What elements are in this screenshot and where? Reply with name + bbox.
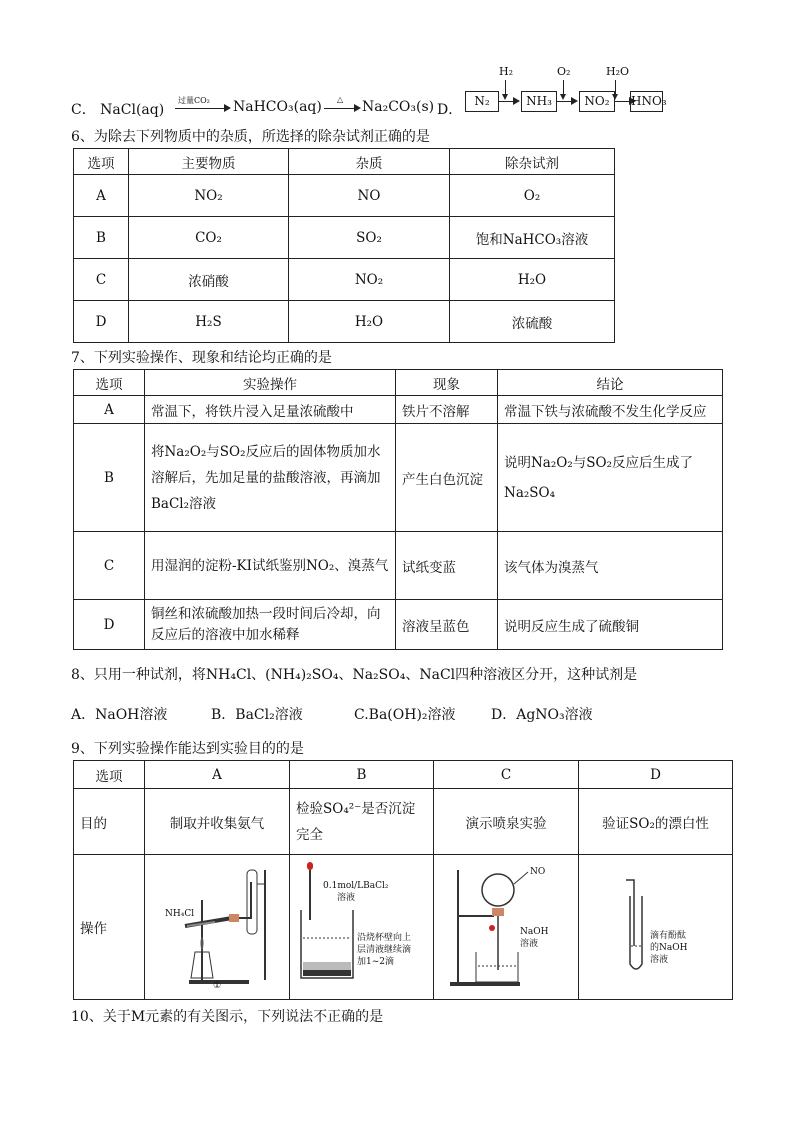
fig-a-label-circle-1: ① — [213, 981, 222, 990]
q7-cell: 铜丝和浓硫酸加热一段时间后冷却，向反应后的溶液中加水稀释 — [145, 600, 396, 650]
barium-chloride-beaker-figure — [297, 860, 427, 990]
q9-purpose-c: 演示喷泉实验 — [434, 789, 579, 855]
q6-cell: 浓硫酸 — [450, 301, 615, 343]
q9-purpose-d: 验证SO₂的漂白性 — [579, 789, 733, 855]
fig-c-label-no: NO — [530, 867, 546, 877]
q7-cell: 将Na₂O₂与SO₂反应后的固体物质加水溶解后，先加足量的盐酸溶液，再滴加BaCl₂溶液 — [145, 424, 396, 532]
q9-figure-a-cell — [145, 855, 290, 1000]
q6-cell: SO₂ — [289, 217, 450, 259]
q6-cell: B — [74, 217, 129, 259]
q7-cell: B — [74, 424, 145, 532]
q5c-prefix: C． — [71, 102, 96, 118]
q7-cell: D — [74, 600, 145, 650]
q6-cell: D — [74, 301, 129, 343]
q6-header: 除杂试剂 — [450, 149, 615, 175]
q7-cell: 产生白色沉淀 — [396, 424, 498, 532]
fig-b-label-step-1: 沿烧杯壁向上 — [356, 933, 411, 943]
q9-operation-label: 操作 — [74, 855, 145, 1000]
q6-cell: H₂O — [289, 301, 450, 343]
q7-cell: 该气体为溴蒸气 — [498, 532, 723, 600]
q7-cell: 说明Na₂O₂与SO₂反应后生成了Na₂SO₄ — [498, 424, 723, 532]
q8-option-c: C.Ba(OH)₂溶液 — [354, 707, 456, 723]
q5-option-d-prefix: D． — [437, 102, 463, 118]
q7-table — [73, 369, 723, 650]
q6-cell: H₂S — [129, 301, 289, 343]
q9-figure-d-cell — [579, 855, 733, 1000]
q6-cell: O₂ — [450, 175, 615, 217]
fig-b-label-solution: 溶液 — [336, 893, 355, 903]
q6-table — [73, 148, 615, 343]
q9-figure-b-cell — [290, 855, 434, 1000]
q5d-reagent-h2o: H₂O — [606, 65, 630, 78]
q9-table — [73, 760, 733, 1000]
q10-stem: 10、关于M元素的有关图示，下列说法不正确的是 — [71, 1009, 384, 1025]
q9-stem: 9、下列实验操作能达到实验目的的是 — [71, 741, 304, 757]
fig-b-label-step-3: 加1~2滴 — [356, 957, 394, 967]
q6-cell: NO₂ — [129, 175, 289, 217]
q5d-box-nh3: NH₃ — [521, 91, 557, 112]
q7-header: 实验操作 — [145, 370, 396, 396]
q9-header: C — [434, 761, 579, 789]
q9-figure-c-cell — [434, 855, 579, 1000]
q9-header: B — [290, 761, 434, 789]
fig-a-label-nh4cl: NH₄Cl — [165, 909, 195, 919]
q7-cell: 常温下铁与浓硫酸不发生化学反应 — [498, 396, 723, 424]
q8-option-d: D．AgNO₃溶液 — [491, 707, 593, 723]
fig-b-label-step-2: 层清液继续滴 — [356, 945, 411, 955]
q5d-box-hno3: HNO₃ — [630, 91, 663, 112]
q6-header: 杂质 — [289, 149, 450, 175]
q9-header: D — [579, 761, 733, 789]
q7-header: 选项 — [74, 370, 145, 396]
q6-cell: 饱和NaHCO₃溶液 — [450, 217, 615, 259]
q7-cell: A — [74, 396, 145, 424]
q6-stem: 6、为除去下列物质中的杂质，所选择的除杂试剂正确的是 — [71, 129, 430, 145]
q9-header: 选项 — [74, 761, 145, 789]
q5c-condition-1: 过量CO₂ — [178, 96, 210, 105]
q5d-reagent-h2: H₂ — [499, 65, 514, 78]
q8-option-b: B．BaCl₂溶液 — [211, 707, 303, 723]
q7-cell: 常温下，将铁片浸入足量浓硫酸中 — [145, 396, 396, 424]
q7-cell: 用湿润的淀粉-KI试纸鉴别NO₂、溴蒸气 — [145, 532, 396, 600]
q7-cell: 试纸变蓝 — [396, 532, 498, 600]
q5d-box-no2: NO₂ — [579, 91, 615, 112]
q8-stem: 8、只用一种试剂，将NH₄Cl、(NH₄)₂SO₄、Na₂SO₄、NaCl四种溶液区分开，这种试剂是 — [71, 667, 638, 683]
q5d-box-n2: N₂ — [465, 91, 499, 112]
q6-cell: C — [74, 259, 129, 301]
q7-cell: 说明反应生成了硫酸铜 — [498, 600, 723, 650]
q7-header: 结论 — [498, 370, 723, 396]
q6-cell: CO₂ — [129, 217, 289, 259]
q6-cell: NO₂ — [289, 259, 450, 301]
q9-purpose-b: 检验SO₄²⁻是否沉淀完全 — [290, 789, 434, 855]
q5c-species-3: Na₂CO₃(s) — [362, 99, 435, 115]
q9-purpose-label: 目的 — [74, 789, 145, 855]
q7-cell: 溶液呈蓝色 — [396, 600, 498, 650]
q8-option-a: A．NaOH溶液 — [71, 707, 168, 723]
q7-stem: 7、下列实验操作、现象和结论均正确的是 — [71, 350, 332, 366]
q6-cell: A — [74, 175, 129, 217]
fig-b-label-bacl2: 0.1mol/LBaCl₂ — [322, 881, 389, 891]
q9-purpose-a: 制取并收集氨气 — [145, 789, 290, 855]
q5c-species-1: NaCl(aq) — [100, 102, 165, 118]
fig-c-label-naoh: NaOH — [520, 927, 549, 937]
q5c-condition-2: △ — [337, 95, 344, 104]
q5d-reagent-o2: O₂ — [557, 65, 571, 78]
q7-cell: 铁片不溶解 — [396, 396, 498, 424]
ammonia-apparatus-figure — [157, 860, 277, 990]
fig-d-label-line-1: 滴有酚酞 — [649, 931, 686, 941]
fig-d-label-line-2: 的NaOH — [649, 943, 687, 953]
q6-cell: 浓硝酸 — [129, 259, 289, 301]
q7-cell: C — [74, 532, 145, 600]
q7-header: 现象 — [396, 370, 498, 396]
fig-d-label-line-3: 溶液 — [649, 955, 668, 965]
q6-cell: NO — [289, 175, 450, 217]
q6-header: 选项 — [74, 149, 129, 175]
fig-c-label-solution: 溶液 — [520, 939, 539, 949]
q5c-species-2: NaHCO₃(aq) — [233, 99, 322, 115]
q6-cell: H₂O — [450, 259, 615, 301]
fountain-experiment-figure — [446, 860, 566, 990]
q9-header: A — [145, 761, 290, 789]
q6-header: 主要物质 — [129, 149, 289, 175]
test-tube-figure — [596, 860, 716, 990]
q5-option-c — [71, 99, 164, 119]
